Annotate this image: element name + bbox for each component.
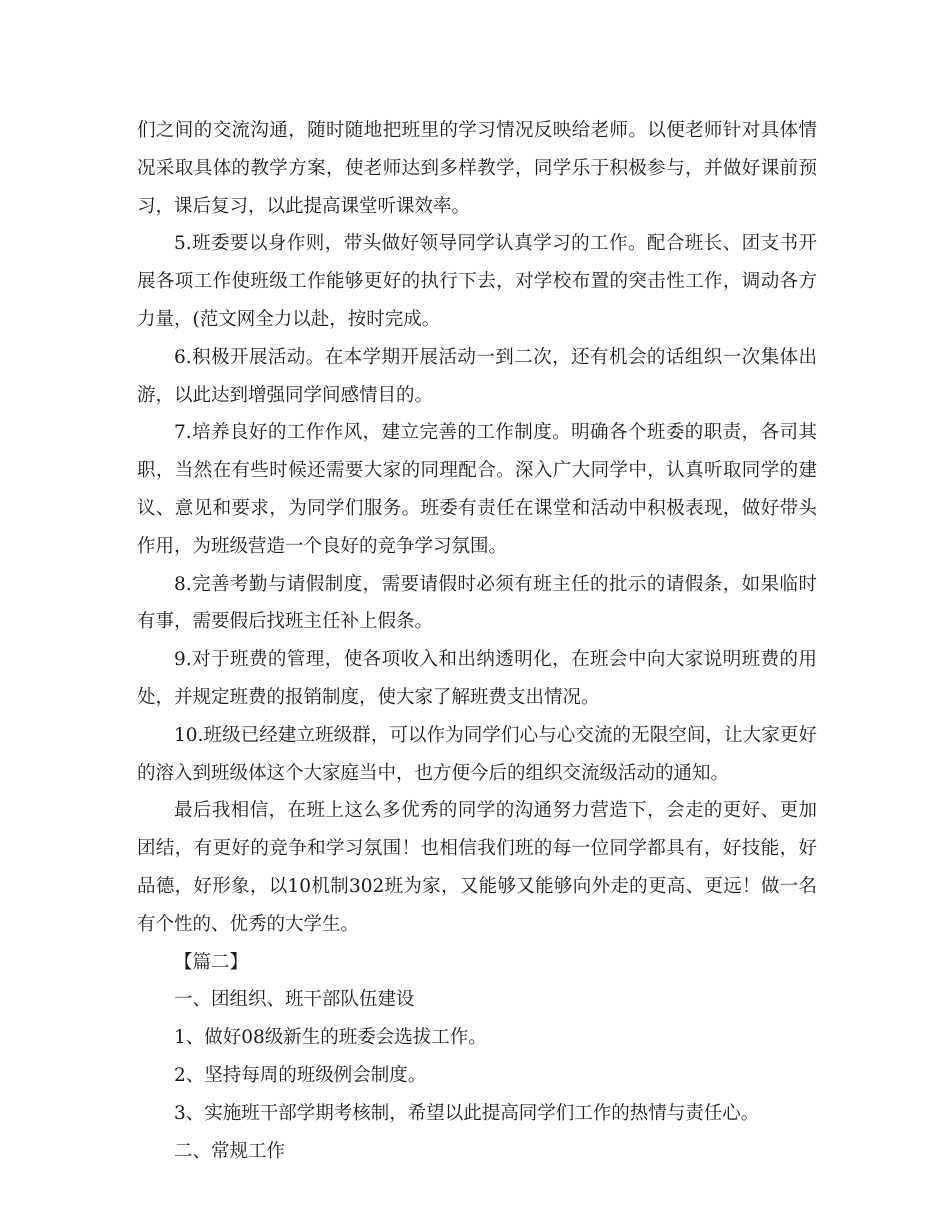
section-line-5: 二、常规工作: [174, 1140, 286, 1162]
paragraph-item-6: 6.积极开展活动。在本学期开展活动一到二次，还有机会的话组织一次集体出游，以此达到增强同学间感情目的。: [137, 346, 817, 406]
section-line-1: 一、团组织、班干部队伍建设: [174, 989, 415, 1011]
section-line-2: 1、做好08级新生的班委会选拔工作。: [174, 1027, 487, 1049]
paragraph-item-10: 10.班级已经建立班级群，可以作为同学们心与心交流的无限空间，让大家更好的溶入到班级体这个大家庭当中，也方便今后的组织交流级活动的通知。: [137, 724, 817, 784]
document-body: [137, 112, 817, 1170]
paragraph-item-8: 8.完善考勤与请假制度，需要请假时必须有班主任的批示的请假条，如果临时有事，需要假后找班主任补上假条。: [137, 573, 817, 633]
paragraph-continuation: 们之间的交流沟通，随时随地把班里的学习情况反映给老师。以便老师针对具体情况采取具体的教学方案，使老师达到多样教学，同学乐于积极参与，并做好课前预习，课后复习，以此提高课堂听课效率。: [137, 120, 817, 217]
section-line-4: 3、实施班干部学期考核制，希望以此提高同学们工作的热情与责任心。: [174, 1102, 760, 1124]
paragraph-item-5: 5.班委要以身作则，带头做好领导同学认真学习的工作。配合班长、团支书开展各项工作使班级工作能够更好的执行下去，对学校布置的突击性工作，调动各方力量，(范文网全力以赴，按时完成。: [137, 233, 817, 330]
section-line-3: 2、坚持每周的班级例会制度。: [174, 1064, 427, 1086]
paragraph-item-7: 7.培养良好的工作作风，建立完善的工作制度。明确各个班委的职责，各司其职，当然在有些时候还需要大家的同理配合。深入广大同学中，认真听取同学的建议、意见和要求，为同学们服务。班委有责任在课堂和活动中积极表现，做好带头作用，为班级营造一个良好的竞争学习氛围。: [137, 422, 817, 557]
paragraph-conclusion: 最后我相信，在班上这么多优秀的同学的沟通努力营造下，会走的更好、更加团结，有更好的竞争和学习氛围！也相信我们班的每一位同学都具有，好技能，好品德，好形象，以10机制302班为家，又能够又能够向外走的更高、更远！做一名有个性的、优秀的大学生。: [137, 800, 817, 935]
section-heading: 【篇二】: [174, 951, 249, 973]
paragraph-item-9: 9.对于班费的管理，使各项收入和出纳透明化，在班会中向大家说明班费的用处，并规定班费的报销制度，使大家了解班费支出情况。: [137, 649, 817, 708]
